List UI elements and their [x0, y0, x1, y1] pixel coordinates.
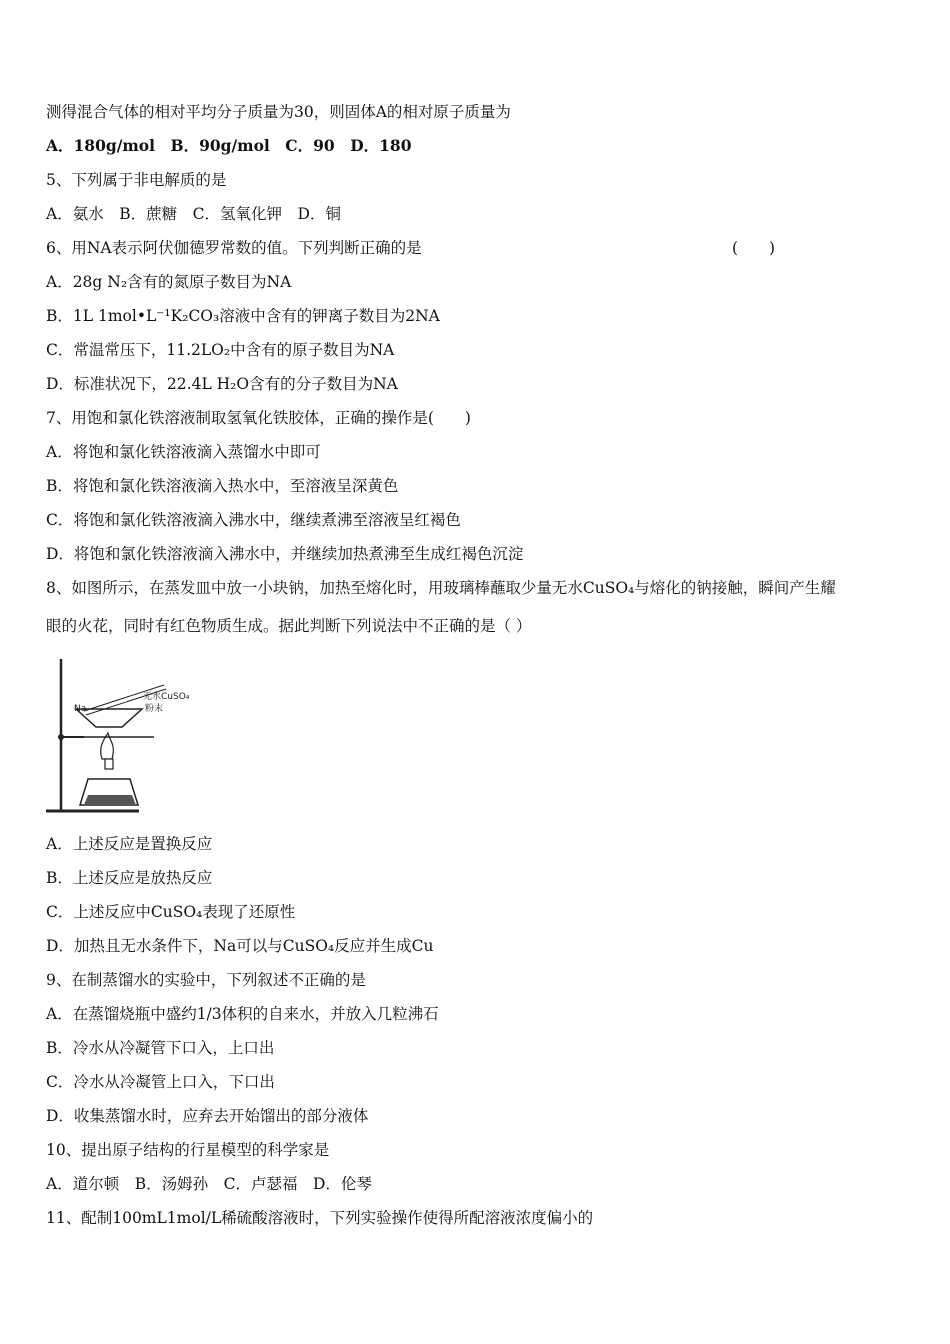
q9-option-a: A．在蒸馏烧瓶中盛约1/3体积的自来水，并放入几粒沸石	[46, 1005, 439, 1023]
q7-option-c: C．将饱和氯化铁溶液滴入沸水中，继续煮沸至溶液呈红褐色	[46, 511, 461, 529]
q5-stem: 5、下列属于非电解质的是	[46, 171, 227, 189]
q7-stem: 7、用饱和氯化铁溶液制取氢氧化铁胶体，正确的操作是( )	[46, 409, 471, 427]
q5-options: A．氨水 B．蔗糖 C．氢氧化钾 D．铜	[46, 205, 341, 223]
q6-option-d: D．标准状况下，22.4L H₂O含有的分子数目为NA	[46, 375, 398, 393]
q8-stem-line1: 8、如图所示，在蒸发皿中放一小块钠，加热至熔化时，用玻璃棒蘸取少量无水CuSO₄与熔化的钠接触，瞬间产生耀	[46, 579, 836, 597]
q11-stem: 11、配制100mL1mol/L稀硫酸溶液时，下列实验操作使得所配溶液浓度偏小的	[46, 1209, 594, 1227]
label-powder: 粉末	[145, 704, 164, 714]
label-cuso4: 无水CuSO₄	[143, 692, 190, 702]
q9-stem: 9、在制蒸馏水的实验中，下列叙述不正确的是	[46, 971, 366, 989]
q4-stem-continued: 测得混合气体的相对平均分子质量为30，则固体A的相对原子质量为	[46, 103, 511, 121]
q9-option-b: B．冷水从冷凝管下口入，上口出	[46, 1039, 275, 1057]
q8-option-c: C．上述反应中CuSO₄表现了还原性	[46, 903, 296, 921]
q7-option-b: B．将饱和氯化铁溶液滴入热水中，至溶液呈深黄色	[46, 477, 399, 495]
q9-option-d: D．收集蒸馏水时，应弃去开始馏出的部分液体	[46, 1107, 369, 1125]
q6-stem-row	[46, 238, 906, 258]
q8-stem-line2: 眼的火花，同时有红色物质生成。据此判断下列说法中不正确的是（ ）	[46, 617, 532, 635]
q6-option-b: B．1L 1mol•L⁻¹K₂CO₃溶液中含有的钾离子数目为2NA	[46, 307, 440, 325]
q8-option-d: D．加热且无水条件下，Na可以与CuSO₄反应并生成Cu	[46, 937, 434, 955]
lamp-fuel	[84, 795, 136, 805]
q6-option-a: A．28g N₂含有的氮原子数目为NA	[46, 273, 292, 291]
q10-stem: 10、提出原子结构的行星模型的科学家是	[46, 1141, 330, 1159]
q8-option-a: A．上述反应是置换反应	[46, 835, 213, 853]
q6-option-c: C．常温常压下，11.2LO₂中含有的原子数目为NA	[46, 341, 395, 359]
q8-option-b: B．上述反应是放热反应	[46, 869, 213, 887]
burner-wick	[105, 759, 113, 769]
clamp-knob	[58, 734, 64, 740]
q10-options: A．道尔顿 B．汤姆孙 C．卢瑟福 D．伦琴	[46, 1175, 372, 1193]
q6-stem: 6、用NA表示阿伏伽德罗常数的值。下列判断正确的是	[46, 239, 422, 257]
q9-option-c: C．冷水从冷凝管上口入，下口出	[46, 1073, 275, 1091]
apparatus-figure	[44, 655, 194, 815]
q4-options: A．180g/mol B．90g/mol C．90 D．180	[46, 136, 412, 155]
q7-option-a: A．将饱和氯化铁溶液滴入蒸馏水中即可	[46, 443, 321, 461]
q7-option-d: D．将饱和氯化铁溶液滴入沸水中，并继续加热煮沸至生成红褐色沉淀	[46, 545, 524, 563]
q6-answer-paren: ( )	[732, 239, 776, 257]
label-na: Na	[74, 704, 87, 714]
